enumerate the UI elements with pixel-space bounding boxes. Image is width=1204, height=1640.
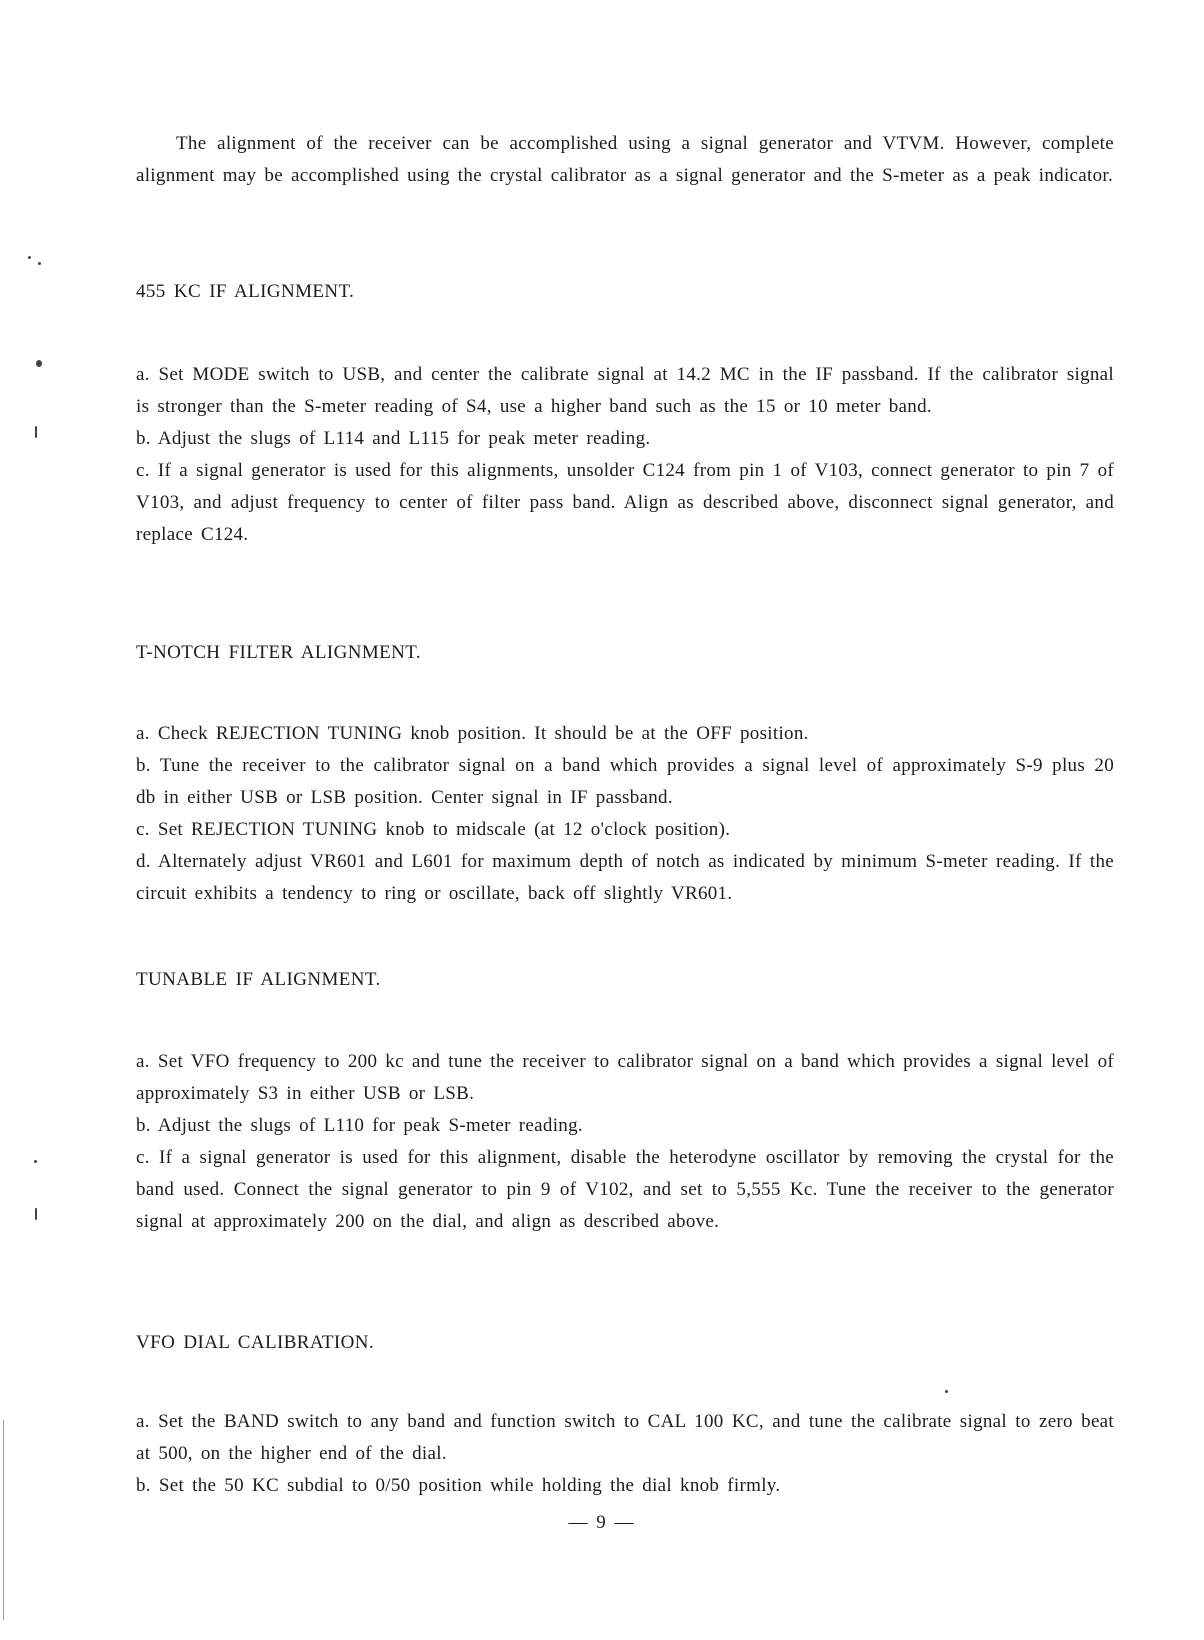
step-paragraph: a. Set the BAND switch to any band and function switch to CAL 100 KC, and tune the calibrate signal to zero beat at 500, on the higher end of the dial. [136,1411,1114,1464]
section-t-notch-steps [136,718,1114,910]
scan-speck [36,360,42,367]
step-paragraph: a. Check REJECTION TUNING knob position. It should be at the OFF position. [136,723,809,744]
section-if-alignment [136,276,1114,308]
step-paragraph: a. Set MODE switch to USB, and center the calibrate signal at 14.2 MC in the IF passband. If the calibrator signal is stronger than the S-meter reading of S4, use a higher band such as the 15 or 10 meter band. [136,364,1114,417]
scan-speck [38,262,41,265]
step-paragraph: b. Adjust the slugs of L110 for peak S-meter reading. [136,1115,583,1136]
section-heading: T-NOTCH FILTER ALIGNMENT. [136,642,421,663]
step-paragraph: c. Set REJECTION TUNING knob to midscale (at 12 o'clock position). [136,819,731,840]
step-paragraph: b. Tune the receiver to the calibrator signal on a band which provides a signal level of approximately S-9 plus 20 db in either USB or LSB position. Center signal in IF passband. [136,755,1114,808]
intro-paragraph: The alignment of the receiver can be accomplished using a signal generator and VTVM. However, complete alignment may be accomplished using the crystal calibrator as a signal generator and the S-meter as a peak indicator. [136,133,1114,186]
scan-speck [35,1208,37,1220]
scan-speck [945,1390,948,1393]
scan-speck [35,426,37,438]
step-paragraph: b. Adjust the slugs of L114 and L115 for peak meter reading. [136,428,651,449]
section-t-notch [136,637,1114,669]
section-vfo-dial-steps [136,1406,1114,1502]
step-paragraph: b. Set the 50 KC subdial to 0/50 position while holding the dial knob firmly. [136,1475,781,1496]
step-paragraph: c. If a signal generator is used for this alignments, unsolder C124 from pin 1 of V103, connect generator to pin 7 of V103, and adjust frequency to center of filter pass band. Align as described above, disconnect signal generator, and replace C124. [136,460,1114,545]
section-tunable-if [136,964,1114,996]
step-paragraph: d. Alternately adjust VR601 and L601 for maximum depth of notch as indicated by minimum S-meter reading. If the circuit exhibits a tendency to ring or oscillate, back off slightly VR601. [136,851,1114,904]
step-paragraph: a. Set VFO frequency to 200 kc and tune the receiver to calibrator signal on a band which provides a signal level of approximately S3 in either USB or LSB. [136,1051,1114,1104]
section-heading: 455 KC IF ALIGNMENT. [136,281,355,302]
section-tunable-if-steps [136,1046,1114,1238]
intro-block [136,128,1114,192]
step-paragraph: c. If a signal generator is used for this alignment, disable the heterodyne oscillator by removing the crystal for the band used. Connect the signal generator to pin 9 of V102, and set to 5,555 Kc. Tune the receiver to the generator signal at approximately 200 on the dial, and align as described above. [136,1147,1114,1232]
section-vfo-dial [136,1327,1114,1359]
scan-speck [28,256,31,259]
page-number: — 9 — [568,1512,636,1533]
section-heading: TUNABLE IF ALIGNMENT. [136,969,381,990]
section-heading: VFO DIAL CALIBRATION. [136,1332,374,1353]
section-if-alignment-steps [136,359,1114,551]
scan-speck [34,1160,37,1163]
